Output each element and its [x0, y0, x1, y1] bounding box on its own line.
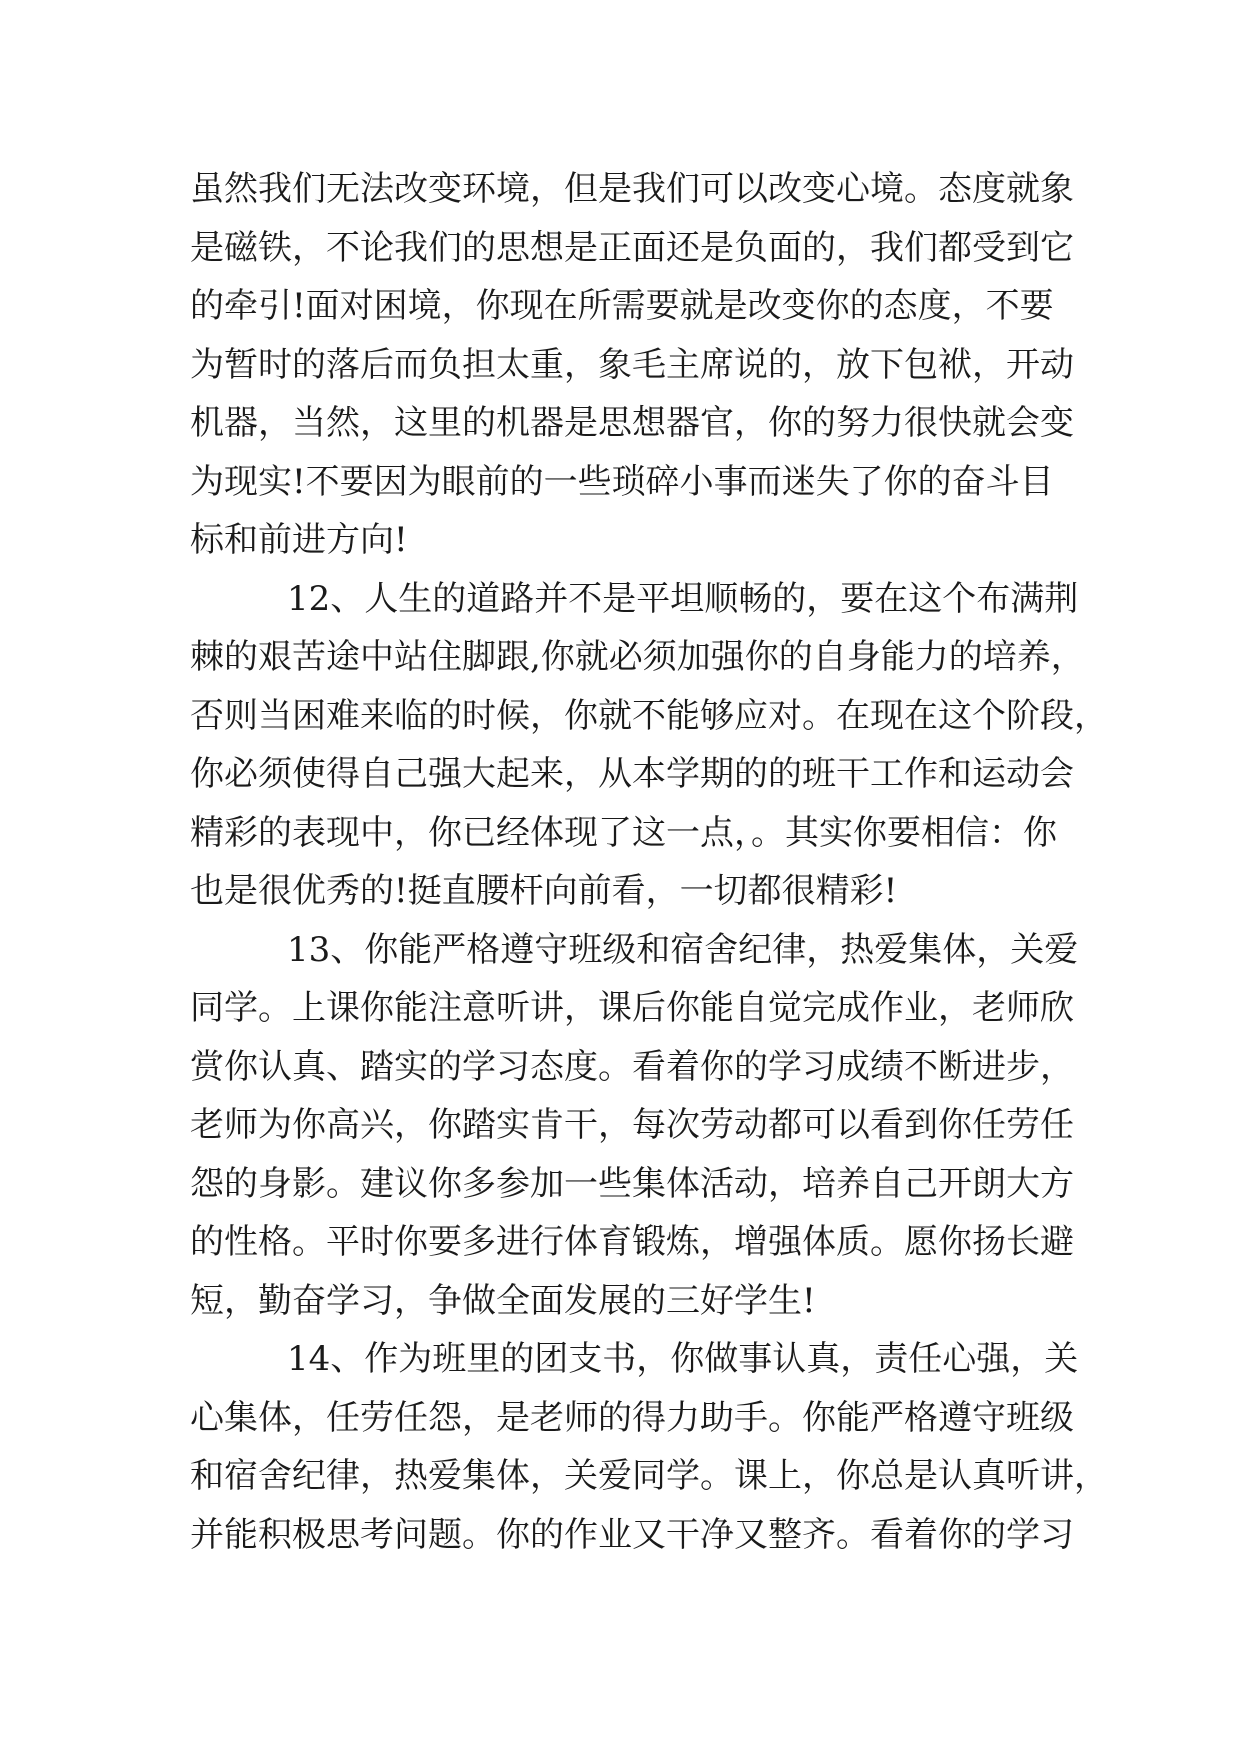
text-line: 也是很优秀的!挺直腰杆向前看，一切都很精彩! — [190, 871, 898, 911]
text-line: 为暂时的落后而负担太重，象毛主席说的，放下包袱，开动 — [190, 344, 1074, 385]
text-line: 和宿舍纪律，热爱集体，关爱同学。课上，你总是认真听讲， — [190, 1456, 1108, 1496]
text-line: 老师为你高兴，你踏实肯干，每次劳动都可以看到你任劳任 — [190, 1105, 1074, 1145]
text-line: 是磁铁，不论我们的思想是正面还是负面的，我们都受到它 — [190, 227, 1074, 268]
paragraph-start-12: 12、人生的道路并不是平坦顺畅的，要在这个布满荆 — [287, 578, 1079, 619]
text-line: 的性格。平时你要多进行体育锻炼，增强体质。愿你扬长避 — [190, 1222, 1074, 1262]
text-line: 的牵引!面对困境，你现在所需要就是改变你的态度，不要 — [190, 286, 1054, 326]
text-line: 心集体，任劳任怨，是老师的得力助手。你能严格遵守班级 — [190, 1397, 1074, 1438]
text-line: 棘的艰苦途中站住脚跟,你就必须加强你的自身能力的培养， — [190, 637, 1085, 677]
text-line: 否则当困难来临的时候，你就不能够应对。在现在这个阶段， — [190, 695, 1108, 736]
text-line: 虽然我们无法改变环境，但是我们可以改变心境。态度就象 — [190, 169, 1074, 209]
text-line: 并能积极思考问题。你的作业又干净又整齐。看着你的学习 — [190, 1514, 1074, 1555]
text-line: 你必须使得自己强大起来，从本学期的的班干工作和运动会 — [190, 754, 1074, 794]
document-body — [190, 160, 1108, 1564]
text-line: 为现实!不要因为眼前的一些琐碎小事而迷失了你的奋斗目 — [190, 461, 1054, 502]
text-line: 同学。上课你能注意听讲，课后你能自觉完成作业，老师欣 — [190, 988, 1074, 1028]
text-line: 短，勤奋学习，争做全面发展的三好学生! — [190, 1280, 816, 1321]
paragraph-start-14: 14、作为班里的团支书，你做事认真，责任心强，关 — [287, 1339, 1079, 1379]
text-line: 标和前进方向! — [190, 520, 408, 560]
text-line: 精彩的表现中，你已经体现了这一点，。其实你要相信：你 — [190, 812, 1057, 853]
paragraph-start-13: 13、你能严格遵守班级和宿舍纪律，热爱集体，关爱 — [287, 929, 1079, 970]
text-line: 赏你认真、踏实的学习态度。看着你的学习成绩不断进步， — [190, 1046, 1074, 1087]
text-line: 怨的身影。建议你多参加一些集体活动，培养自己开朗大方 — [190, 1163, 1074, 1204]
text-line: 机器，当然，这里的机器是思想器官，你的努力很快就会变 — [190, 403, 1074, 443]
